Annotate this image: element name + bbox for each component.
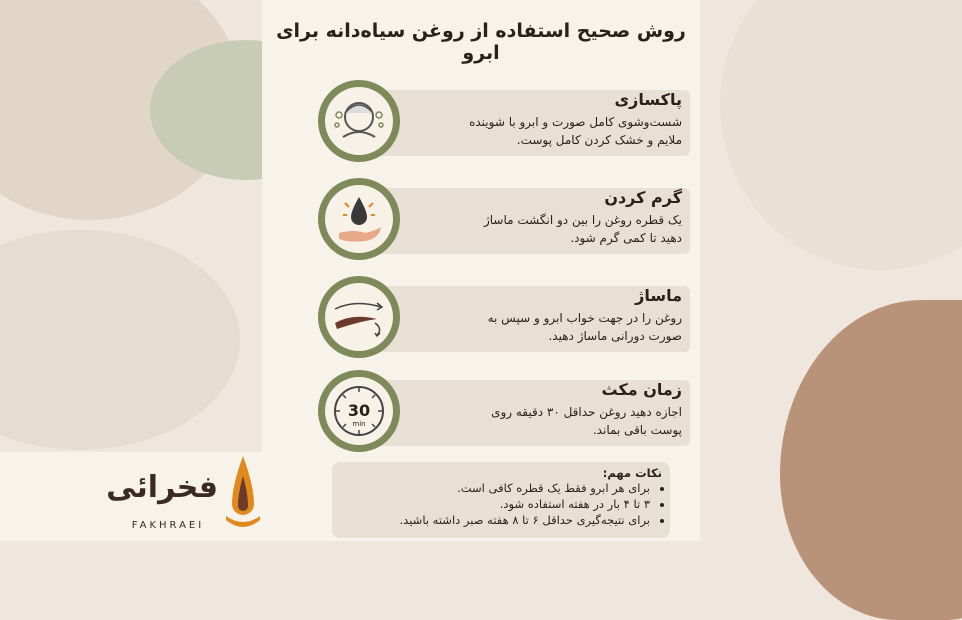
important-notes: [332, 462, 670, 538]
bg-blob-leftmid: [0, 230, 240, 450]
step-massage: [318, 276, 690, 358]
bg-blob-brown: [780, 300, 962, 620]
step-desc-line2: صورت دورانی ماساژ دهید.: [548, 329, 682, 343]
timer-unit: min: [352, 420, 366, 428]
notes-item: • برای نتیجه‌گیری حداقل ۶ تا ۸ هفته صبر داشته باشید.: [332, 512, 650, 528]
step-desc-line1: شست‌وشوی کامل صورت و ابرو با شوینده: [469, 115, 682, 129]
step-desc-line2: ملایم و خشک کردن کامل پوست.: [516, 133, 682, 147]
step-desc-line1: یک قطره روغن را بین دو انگشت ماساژ: [483, 213, 682, 227]
step-desc-line2: پوست باقی بماند.: [592, 423, 682, 437]
step-icon-circle: [318, 370, 400, 452]
step-icon-circle: [318, 178, 400, 260]
step-heading: زمان مکث: [601, 380, 682, 399]
step-icon-circle: [318, 80, 400, 162]
notes-item: • ۳ تا ۴ بار در هفته استفاده شود.: [332, 496, 650, 512]
brand-latin-name: FAKHRAEI: [131, 520, 205, 531]
bg-blob-right: [720, 0, 962, 270]
brand-name: فخرائی: [106, 470, 218, 505]
step-wait-time: [318, 370, 690, 452]
step-warming: [318, 178, 690, 260]
step-icon-circle: [318, 276, 400, 358]
eyebrow-icon: [325, 283, 393, 351]
notes-item: • برای هر ابرو فقط یک قطره کافی است.: [332, 480, 650, 496]
step-heading: ماساژ: [635, 286, 682, 305]
notes-list: [332, 480, 670, 528]
timer-icon: [325, 377, 393, 445]
timer-number: 30: [347, 401, 371, 420]
face-washing-icon: [325, 87, 393, 155]
step-heading: گرم کردن: [604, 188, 682, 207]
notes-heading: نکات مهم:: [602, 466, 662, 480]
step-desc-line1: روغن را در جهت خواب ابرو و سپس به: [487, 311, 682, 325]
step-desc-line2: دهید تا کمی گرم شود.: [570, 231, 682, 245]
oil-drop-hand-icon: [325, 185, 393, 253]
step-desc-line1: اجازه دهید روغن حداقل ۳۰ دقیقه روی: [491, 405, 682, 419]
page-title: روش صحیح استفاده از روغن سیاه‌دانه برای ابرو: [276, 20, 686, 64]
brand-drop-logo-icon: [222, 456, 264, 536]
step-heading: پاکسازی: [614, 90, 682, 109]
step-cleansing: [318, 80, 690, 162]
